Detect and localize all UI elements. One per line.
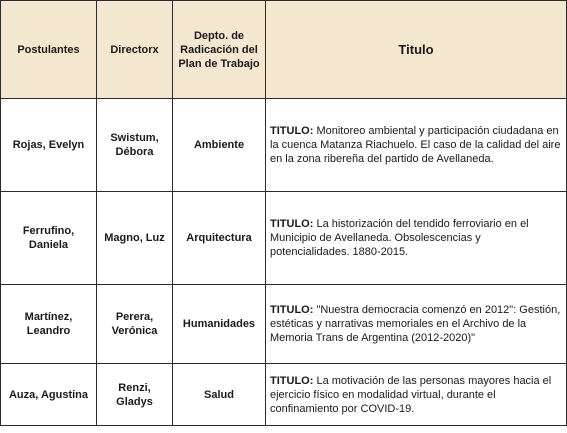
- table-row: [1, 192, 567, 285]
- cell-depto: Salud: [173, 364, 266, 426]
- cell-director: Magno, Luz: [97, 192, 173, 285]
- cell-postulante: Martínez, Leandro: [1, 285, 97, 364]
- titulo-text: La motivación de las personas mayores hacia el ejercicio físico en modalidad virtual, durante el confinamiento por COVID-19.: [270, 374, 552, 415]
- titulo-text: "Nuestra democracia comenzó en 2012": Gestión, estéticas y narrativas memoriales en el Archivo de la Memoria Trans de Argentina (2012-2020)": [270, 304, 561, 344]
- cell-titulo: [266, 192, 567, 285]
- header-row: [1, 1, 567, 99]
- header-titulo: Titulo: [266, 1, 567, 99]
- cell-director: Renzi, Gladys: [97, 364, 173, 426]
- header-depto: Depto. de Radicación del Plan de Trabajo: [173, 1, 266, 99]
- cell-postulante: Ferrufino, Daniela: [1, 192, 97, 285]
- cell-titulo: [266, 285, 567, 364]
- cell-depto: Ambiente: [173, 99, 266, 192]
- header-director: Directorx: [97, 1, 173, 99]
- cell-depto: Humanidades: [173, 285, 266, 364]
- cell-postulante: Auza, Agustina: [1, 364, 97, 426]
- cell-depto: Arquitectura: [173, 192, 266, 285]
- cell-director: Swistum, Débora: [97, 99, 173, 192]
- cell-titulo: [266, 364, 567, 426]
- titulo-label: TITULO:: [270, 304, 314, 316]
- titulo-label: TITULO:: [270, 218, 314, 230]
- cell-titulo: [266, 99, 567, 192]
- titulo-text: La historización del tendido ferroviario en el Municipio de Avellaneda. Obsolescencias y potencialidades. 1880-2015.: [270, 218, 529, 258]
- table-row: [1, 99, 567, 192]
- table-row: [1, 364, 567, 426]
- titulo-label: TITULO:: [270, 125, 314, 137]
- header-postulantes: Postulantes: [1, 1, 97, 99]
- titulo-label: TITULO:: [270, 374, 314, 387]
- table-row: [1, 285, 567, 364]
- titulo-text: Monitoreo ambiental y participación ciudadana en la cuenca Matanza Riachuelo. El caso de la calidad del aire en la zona ribereña del partido de Avellaneda.: [270, 125, 561, 165]
- cell-director: Perera, Verónica: [97, 285, 173, 364]
- cell-postulante: Rojas, Evelyn: [1, 99, 97, 192]
